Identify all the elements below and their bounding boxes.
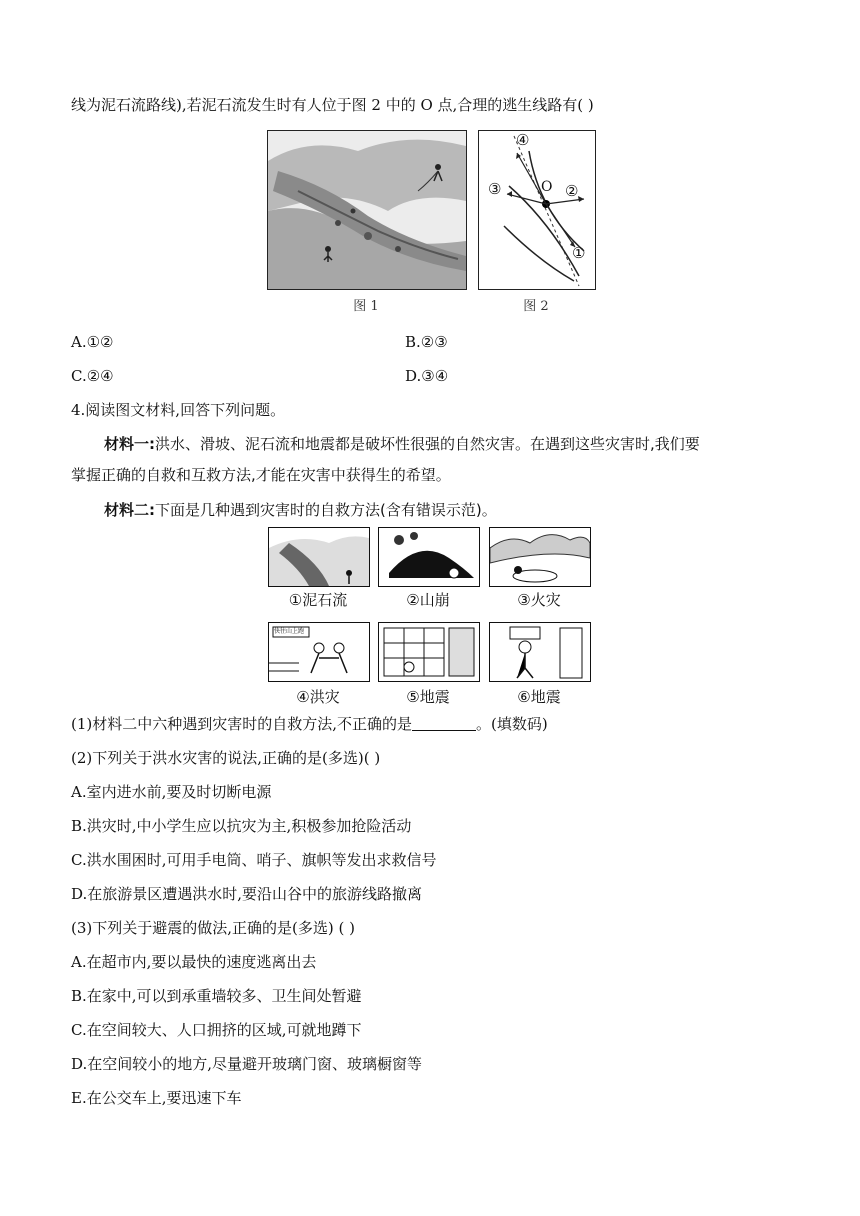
sub-question-1-tail: 。(填数码) (476, 715, 548, 733)
sub-question-3-option-a: A.在超市内,要以最快的速度逃离出去 (71, 953, 317, 971)
q3-option-a: A.①② (71, 333, 114, 351)
panel-mudflow-image (268, 527, 370, 587)
panel-fire-image (489, 527, 591, 587)
material-1-text-line2: 掌握正确的自救和互救方法,才能在灾害中获得生的希望。 (71, 466, 451, 484)
panel-earthquake-2-image (489, 622, 591, 682)
sub-question-3-option-d: D.在空间较小的地方,尽量避开玻璃门窗、玻璃橱窗等 (71, 1055, 423, 1073)
q3-option-d: D.③④ (405, 367, 449, 385)
panel-earthquake-1-image (378, 622, 480, 682)
panel-caption-earthquake-1: ⑤地震 (406, 688, 450, 706)
sub-question-2: (2)下列关于洪水灾害的说法,正确的是(多选)( ) (71, 749, 381, 767)
figure-1-mudflow-illustration (267, 130, 467, 290)
point-o-label: O (541, 179, 553, 195)
panel-caption-landslide: ②山崩 (406, 591, 450, 609)
panel-landslide-image (378, 527, 480, 587)
route-label-1: ① (572, 244, 586, 262)
q4-stem: 4.阅读图文材料,回答下列问题。 (71, 401, 286, 419)
q3-option-b: B.②③ (405, 333, 448, 351)
sub-question-1 (71, 714, 548, 734)
material-1-label: 材料一: (104, 435, 155, 453)
material-1-text: 洪水、滑坡、泥石流和地震都是破坏性很强的自然灾害。在遇到这些灾害时,我们要 (155, 435, 700, 453)
sub-question-2-option-b: B.洪灾时,中小学生应以抗灾为主,积极参加抢险活动 (71, 817, 412, 835)
sub-question-2-option-d: D.在旅游景区遭遇洪水时,要沿山谷中的旅游线路撤离 (71, 885, 423, 903)
sub-question-3-option-e: E.在公交车上,要迅速下车 (71, 1089, 242, 1107)
panel-caption-mudflow: ①泥石流 (288, 591, 348, 609)
sub-question-3-option-b: B.在家中,可以到承重墙较多、卫生间处暂避 (71, 987, 362, 1005)
material-2-label: 材料二: (104, 501, 155, 519)
panel-caption-earthquake-2: ⑥地震 (517, 688, 561, 706)
route-label-3: ③ (488, 180, 502, 198)
flood-sign-text: 快往山上跑 (274, 628, 305, 635)
panel-caption-fire: ③火灾 (517, 591, 561, 609)
sub-question-3: (3)下列关于避震的做法,正确的是(多选) ( ) (71, 919, 355, 937)
material-1-paragraph (104, 434, 700, 454)
figure-2-caption: 图 2 (523, 299, 549, 314)
route-label-4: ④ (516, 131, 530, 149)
material-2-text: 下面是几种遇到灾害时的自救方法(含有错误示范)。 (155, 501, 497, 519)
sub-question-3-option-c: C.在空间较大、人口拥挤的区域,可就地蹲下 (71, 1021, 362, 1039)
figure-2-escape-route-diagram (478, 130, 596, 290)
panel-flood-image (268, 622, 370, 682)
sub-question-2-option-a: A.室内进水前,要及时切断电源 (71, 783, 272, 801)
q3-intro-line: 线为泥石流路线),若泥石流发生时有人位于图 2 中的 O 点,合理的逃生线路有( ) (71, 96, 594, 114)
figure-1-caption: 图 1 (353, 299, 379, 314)
q3-option-c: C.②④ (71, 367, 114, 385)
material-2-paragraph (104, 500, 497, 520)
sub-question-2-option-c: C.洪水围困时,可用手电筒、哨子、旗帜等发出求救信号 (71, 851, 437, 869)
route-label-2: ② (565, 182, 579, 200)
panel-caption-flood: ④洪灾 (296, 688, 340, 706)
sub-question-1-text: (1)材料二中六种遇到灾害时的自救方法,不正确的是 (71, 715, 413, 733)
answer-blank[interactable] (412, 716, 476, 731)
